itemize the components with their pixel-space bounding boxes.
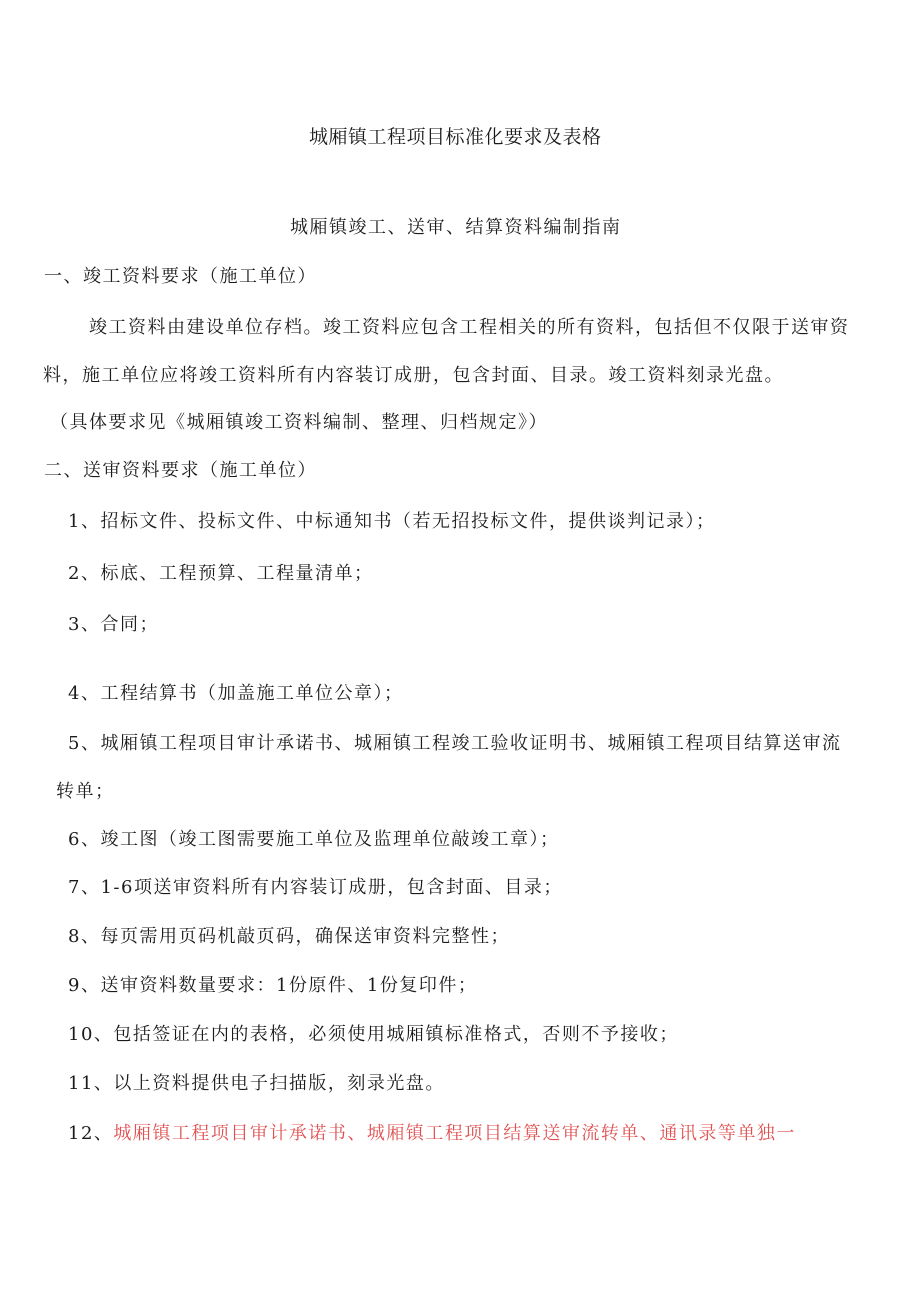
- list-item-1: 1、招标文件、投标文件、中标通知书（若无招投标文件，提供谈判记录）；: [68, 511, 716, 532]
- list-item-9: 9、送审资料数量要求：1份原件、1份复印件；: [68, 975, 478, 996]
- document-title: 城厢镇工程项目标准化要求及表格: [309, 126, 602, 148]
- section-heading-submission: 二、送审资料要求（施工单位）: [44, 460, 317, 481]
- list-item-5: 5、城厢镇工程项目审计承诺书、城厢镇工程竣工验收证明书、城厢镇工程项目结算送审流: [68, 733, 842, 754]
- list-item-8: 8、每页需用页码机敲页码，确保送审资料完整性；: [68, 926, 510, 947]
- list-item-4: 4、工程结算书（加盖施工单位公章）；: [68, 683, 404, 704]
- section-heading-completion: 一、竣工资料要求（施工单位）: [44, 266, 317, 287]
- list-item-7: 7、1-6项送审资料所有内容装订成册，包含封面、目录；: [68, 877, 563, 898]
- list-item-11: 11、以上资料提供电子扫描版，刻录光盘。: [68, 1073, 445, 1094]
- completion-paragraph-line-2: 料，施工单位应将竣工资料所有内容装订成册，包含封面、目录。竣工资料刻录光盘。: [43, 365, 784, 386]
- list-item-12-highlighted-text: 城厢镇工程项目审计承诺书、城厢镇工程项目结算送审流转单、通讯录等单独一: [113, 1123, 796, 1144]
- list-item-2: 2、标底、工程预算、工程量清单；: [68, 563, 374, 584]
- list-item-12-number: 12、: [68, 1123, 114, 1144]
- document-subtitle: 城厢镇竣工、送审、结算资料编制指南: [290, 217, 622, 238]
- list-item-12: [68, 1122, 796, 1146]
- completion-paragraph-line-1: 竣工资料由建设单位存档。竣工资料应包含工程相关的所有资料，包括但不仅限于送审资: [89, 317, 850, 338]
- list-item-3: 3、合同；: [68, 614, 159, 635]
- list-item-6: 6、竣工图（竣工图需要施工单位及监理单位敲竣工章）；: [68, 829, 560, 850]
- list-item-10: 10、包括签证在内的表格，必须使用城厢镇标准格式，否则不予接收；: [68, 1024, 679, 1045]
- list-item-5-continuation: 转单；: [56, 781, 115, 802]
- completion-note: （具体要求见《城厢镇竣工资料编制、整理、归档规定》）: [50, 412, 548, 433]
